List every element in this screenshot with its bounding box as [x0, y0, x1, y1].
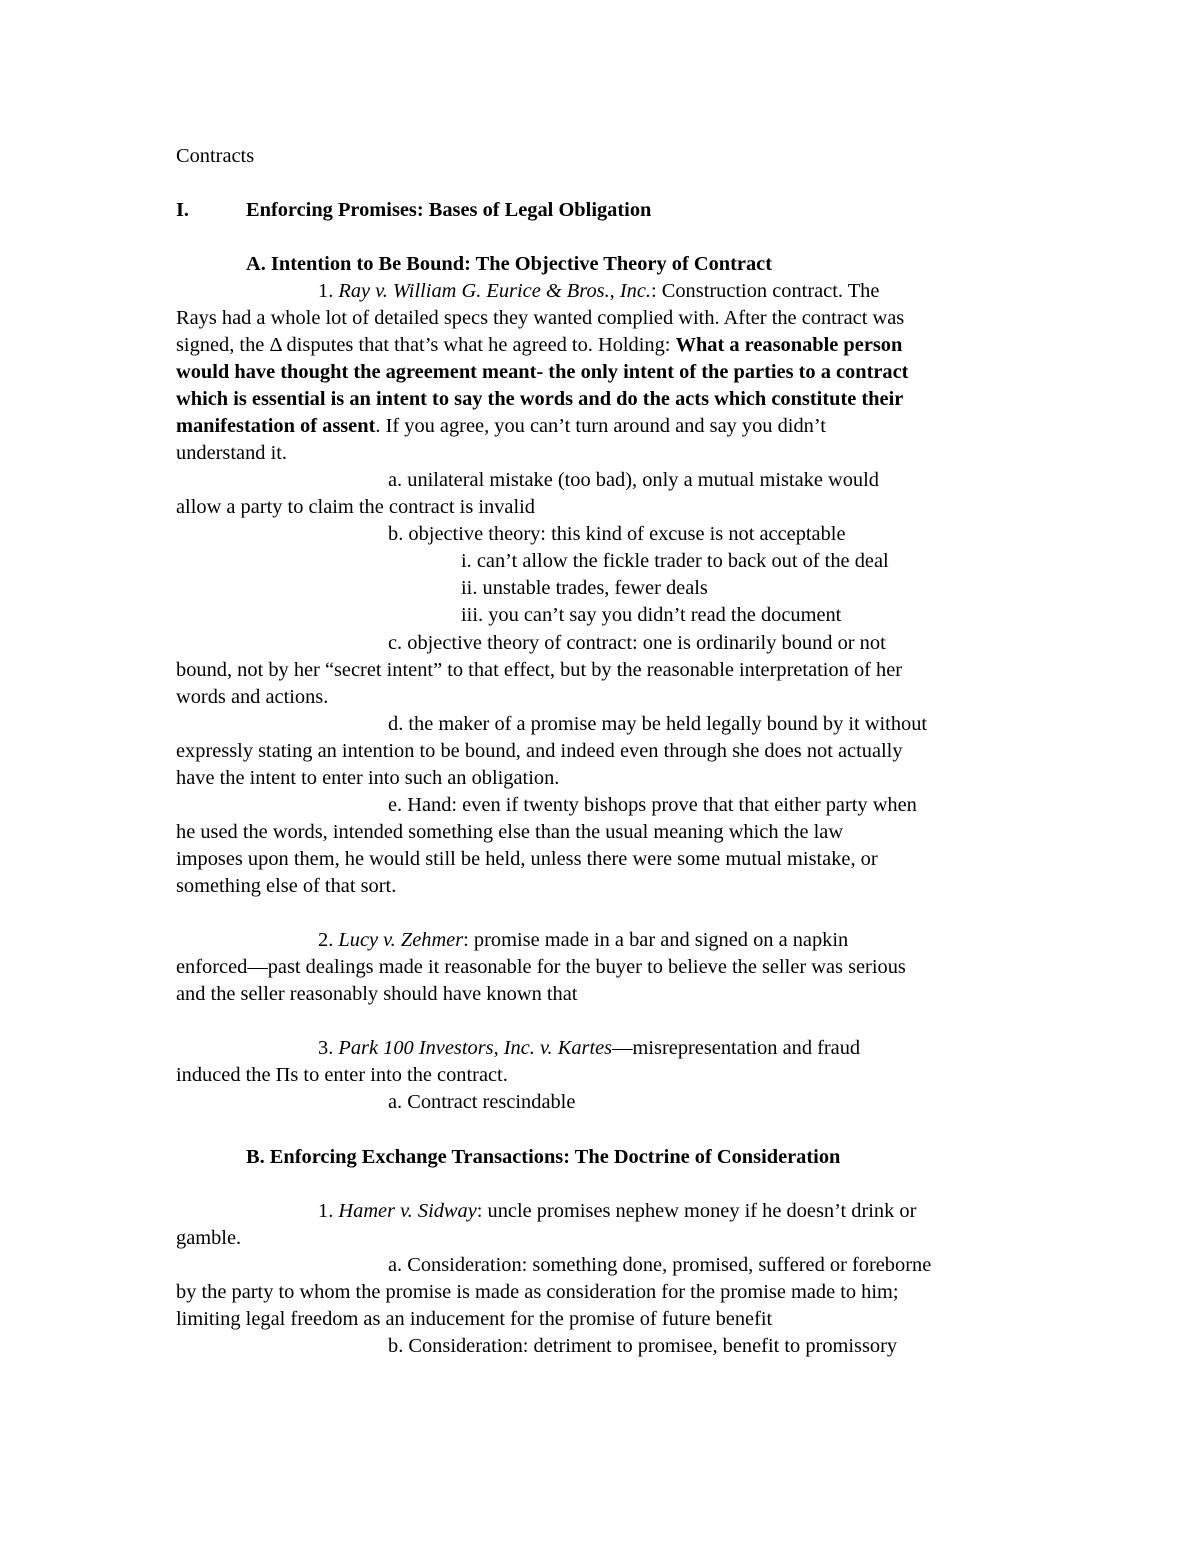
document-title: Contracts: [176, 145, 255, 167]
case-name-ray: Ray v. William G. Eurice & Bros., Inc.: [338, 280, 651, 302]
section-b-heading: B. Enforcing Exchange Transactions: The Doctrine of Consideration: [246, 1146, 841, 1168]
case-hamer-line-2: gamble.: [176, 1227, 242, 1249]
case-ray-line-6: manifestation of assent. If you agree, you can’t turn around and say you didn’t: [176, 415, 826, 437]
case-name-hamer: Hamer v. Sidway: [338, 1200, 477, 1222]
subpoint-b: b. objective theory: this kind of excuse is not acceptable: [388, 523, 846, 545]
case-ray-line-7: understand it.: [176, 442, 287, 464]
hamer-subpoint-b: b. Consideration: detriment to promisee, benefit to promissory: [388, 1335, 898, 1357]
subpoint-a-line-2: allow a party to claim the contract is invalid: [176, 496, 535, 518]
subpoint-e-line-4: something else of that sort.: [176, 875, 397, 897]
subpoint-d-line-3: have the intent to enter into such an obligation.: [176, 767, 560, 789]
case-ray-line-4: would have thought the agreement meant- the only intent of the parties to a contract: [176, 361, 909, 383]
subpoint-d-line-1: d. the maker of a promise may be held legally bound by it without: [388, 713, 928, 735]
case-ray-line-3: signed, the Δ disputes that that’s what he agreed to. Holding: What a reasonable person: [176, 334, 903, 356]
subpoint-c-line-3: words and actions.: [176, 686, 329, 708]
case-ray-line-5: which is essential is an intent to say the words and do the acts which constitute their: [176, 388, 904, 410]
hamer-subpoint-a-line-1: a. Consideration: something done, promised, suffered or foreborne: [388, 1254, 932, 1276]
subpoint-b-iii: iii. you can’t say you didn’t read the document: [461, 604, 842, 626]
holding-text: What a reasonable person: [675, 334, 903, 356]
case-hamer-line-1: 1. Hamer v. Sidway: uncle promises nephew money if he doesn’t drink or: [318, 1200, 917, 1222]
subpoint-a-line-1: a. unilateral mistake (too bad), only a mutual mistake would: [388, 469, 879, 491]
subpoint-c-line-1: c. objective theory of contract: one is ordinarily bound or not: [388, 632, 886, 654]
case-ray-line-1: 1. Ray v. William G. Eurice & Bros., Inc.: Construction contract. The: [318, 280, 880, 302]
case-name-park: Park 100 Investors, Inc. v. Kartes: [338, 1037, 613, 1059]
subpoint-e-line-2: he used the words, intended something else than the usual meaning which the law: [176, 821, 844, 843]
case-ray-line-2: Rays had a whole lot of detailed specs they wanted complied with. After the contract was: [176, 307, 905, 329]
section-a-heading: A. Intention to Be Bound: The Objective Theory of Contract: [246, 253, 772, 275]
subpoint-b-ii: ii. unstable trades, fewer deals: [461, 577, 708, 599]
subpoint-b-i: i. can’t allow the fickle trader to back out of the deal: [461, 550, 889, 572]
section-i-heading: Enforcing Promises: Bases of Legal Obligation: [246, 199, 652, 221]
hamer-subpoint-a-line-2: by the party to whom the promise is made as consideration for the promise made to him;: [176, 1281, 899, 1303]
subpoint-c-line-2: bound, not by her “secret intent” to that effect, but by the reasonable interpretation of her: [176, 659, 903, 681]
case-lucy-line-3: and the seller reasonably should have known that: [176, 983, 578, 1005]
case-name-lucy: Lucy v. Zehmer: [338, 929, 464, 951]
section-i-number: I.: [176, 199, 190, 221]
subpoint-d-line-2: expressly stating an intention to be bound, and indeed even through she does not actually: [176, 740, 903, 762]
case-park-subpoint-a: a. Contract rescindable: [388, 1091, 576, 1113]
subpoint-e-line-1: e. Hand: even if twenty bishops prove that that either party when: [388, 794, 917, 816]
case-park-line-1: 3. Park 100 Investors, Inc. v. Kartes—misrepresentation and fraud: [318, 1037, 861, 1059]
hamer-subpoint-a-line-3: limiting legal freedom as an inducement for the promise of future benefit: [176, 1308, 773, 1330]
subpoint-e-line-3: imposes upon them, he would still be held, unless there were some mutual mistake, or: [176, 848, 878, 870]
case-lucy-line-2: enforced—past dealings made it reasonable for the buyer to believe the seller was serious: [176, 956, 906, 978]
case-park-line-2: induced the Πs to enter into the contract.: [176, 1064, 508, 1086]
case-lucy-line-1: 2. Lucy v. Zehmer: promise made in a bar and signed on a napkin: [318, 929, 849, 951]
